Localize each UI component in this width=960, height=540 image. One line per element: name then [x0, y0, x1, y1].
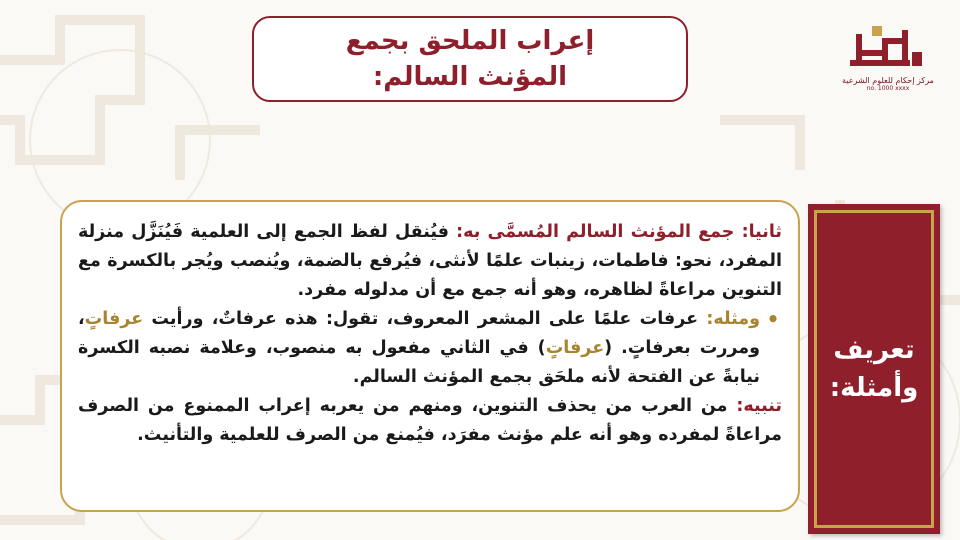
example-label: ومثله:	[706, 309, 760, 329]
example-part-3: ) في الثاني مفعول به منصوب، وعلامة نصبه الكسرة نيابةً عن الفتحة لأنه ملحَق بجمع المؤنث السالم.	[78, 338, 760, 387]
side-label-line-1: تعريف	[833, 335, 915, 365]
side-label-box	[808, 204, 940, 534]
example-bullet	[78, 305, 782, 392]
section-note	[78, 392, 782, 450]
note-label: تنبيه:	[736, 396, 782, 416]
logo-number: no. 1000 xxxx	[866, 85, 910, 92]
ihkam-logo-icon	[842, 24, 934, 74]
section-body: فيُنقل لفظ الجمع إلى العلمية فَيُنَزَّل منزلة المفرد، نحو: فاطمات، زينبات علمًا لأنثى، فيُرفع بالضمة، ويُنصب ويُجر بالكسرة مع التنوين مراعاةً لظاهره، وهو أنه جمع مع أن مدلوله مفرد.	[78, 222, 782, 300]
example-part-1: عرفات علمًا على المشعر المعروف، تقول: هذه عرفاتٌ، ورأيت	[143, 309, 707, 329]
example-highlight-2: عرفاتٍ	[545, 338, 605, 358]
content-box	[60, 200, 800, 512]
title-line-2: المؤنث السالم:	[372, 62, 568, 92]
slide-title-box	[252, 16, 688, 102]
bullet-icon: •	[766, 307, 780, 331]
example-highlight-1: عرفاتٍ	[84, 309, 144, 329]
side-label-line-2: وأمثلة:	[829, 373, 919, 403]
logo-tagline: مركز إحكام للعلوم الشرعية	[842, 76, 934, 85]
title-line-1: إعراب الملحق بجمع	[345, 26, 595, 56]
side-label-frame	[814, 210, 934, 528]
section-definition	[78, 218, 782, 305]
example-text	[78, 305, 764, 392]
section-heading: ثانيا: جمع المؤنث السالم المُسمَّى به:	[456, 222, 782, 242]
note-body: من العرب من يحذف التنوين، ومنهم من يعربه إعراب الممنوع من الصرف مراعاةً لمفرده وهو أنه علم مؤنث مفرَد، فيُمنع من الصرف للعلمية والتأنيث.	[78, 396, 782, 445]
example-part-2: ، ومررت بعرفاتٍ. (	[78, 309, 761, 358]
brand-logo	[840, 24, 936, 98]
